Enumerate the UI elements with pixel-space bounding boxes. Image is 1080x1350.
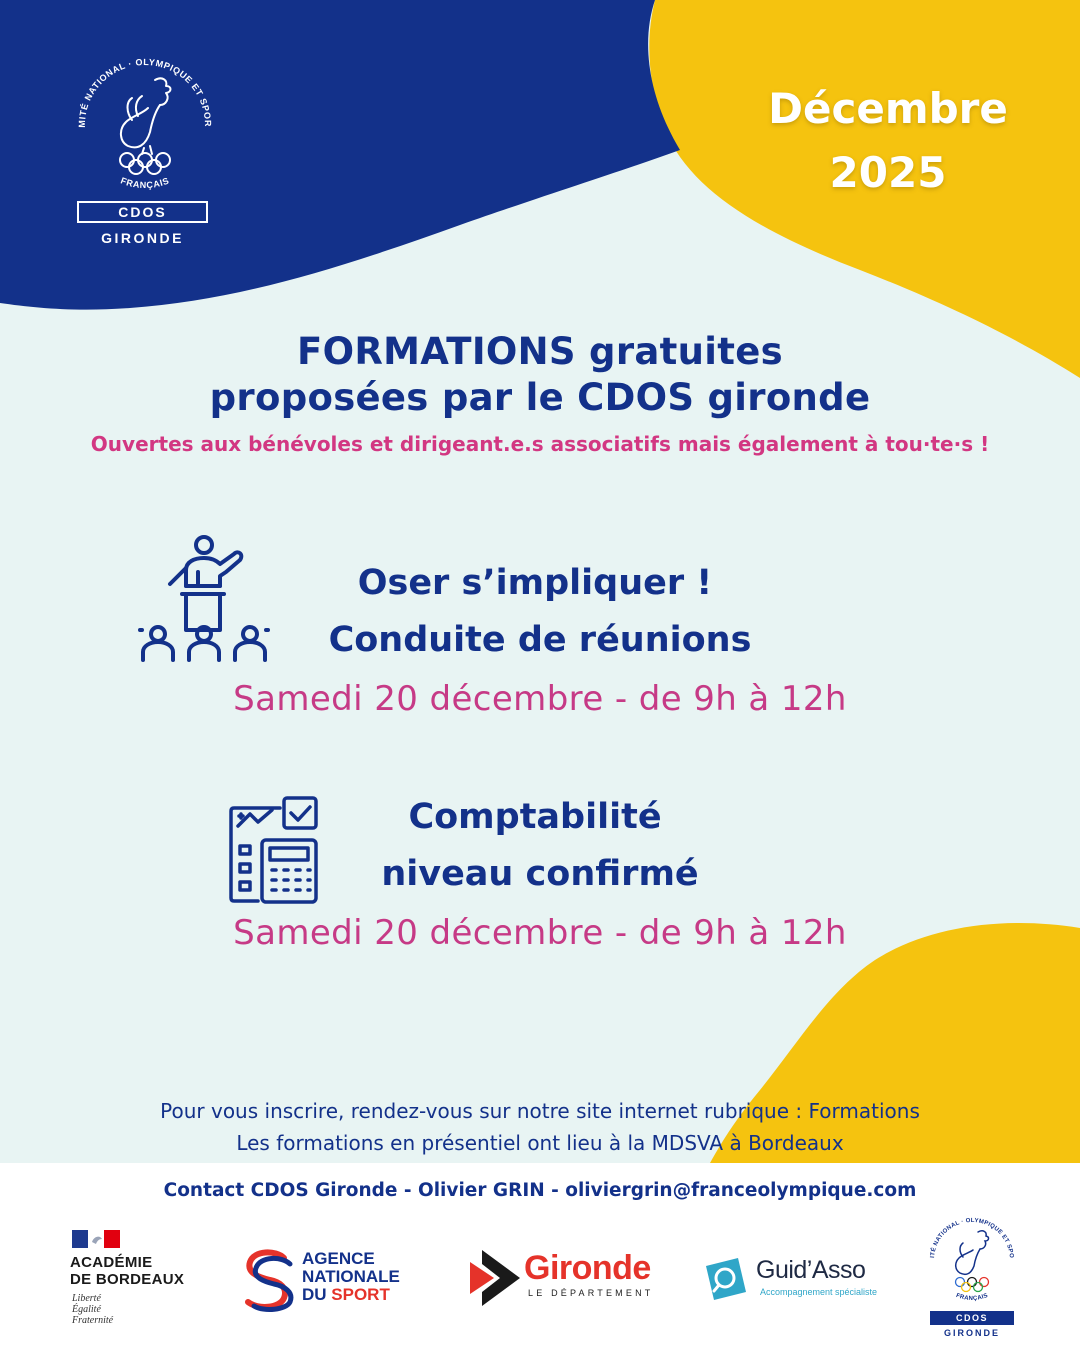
- motto-fraternite: Fraternité: [72, 1315, 114, 1326]
- guidasso-logo: [700, 1252, 890, 1308]
- ans-line3a: DU: [302, 1285, 332, 1304]
- registration-info: Pour vous inscrire, rendez-vous sur notre site internet rubrique : Formations: [160, 1099, 920, 1123]
- course-2-title-line2: niveau confirmé: [381, 854, 699, 894]
- academie-name-line1: ACADÉMIE: [70, 1254, 153, 1271]
- date-month: Décembre: [768, 84, 1008, 133]
- date-year: 2025: [829, 148, 947, 197]
- marianne-flag-icon: [72, 1230, 120, 1248]
- course-1-date: Samedi 20 décembre - de 9h à 12h: [233, 679, 847, 719]
- guidasso-name: Guid’Asso: [756, 1256, 866, 1284]
- magnifier-icon: [700, 1254, 750, 1304]
- academie-name-line2: DE BORDEAUX: [70, 1271, 185, 1288]
- cnosf-rooster-emblem-small: [924, 1212, 1020, 1308]
- page-title-line1: FORMATIONS gratuites: [297, 330, 783, 373]
- motto-egalite: Égalité: [72, 1304, 101, 1315]
- course-1-title-line2: Conduite de réunions: [328, 620, 752, 660]
- contact-line[interactable]: Contact CDOS Gironde - Olivier GRIN - oliviergrin@franceolympique.com: [163, 1180, 917, 1201]
- course-1-title-line1: Oser s’impliquer !: [357, 563, 713, 603]
- course-2-date: Samedi 20 décembre - de 9h à 12h: [233, 913, 847, 953]
- svg-text:FRANÇAIS: FRANÇAIS: [955, 1292, 989, 1303]
- ans-line3b: SPORT: [331, 1285, 390, 1304]
- ans-line2: NATIONALE: [302, 1267, 400, 1286]
- accounting-calculator-icon: [228, 796, 320, 904]
- gironde-name: Gironde: [524, 1249, 651, 1287]
- cdos-gironde-logo-small: [924, 1212, 1020, 1342]
- gironde-departement-logo: [466, 1248, 676, 1310]
- academie-bordeaux-logo: [70, 1230, 210, 1335]
- page-title-line2: proposées par le CDOS gironde: [209, 376, 871, 419]
- svg-text:FRANÇAIS: FRANÇAIS: [119, 175, 171, 191]
- agence-nationale-sport-logo: [240, 1248, 430, 1312]
- svg-text:COMITÉ NATIONAL · OLYMPIQUE ET: MITÉ NATIONAL · OLYMPIQUE ET SPOR: [76, 56, 214, 128]
- gironde-label: GIRONDE: [101, 230, 184, 246]
- cnosf-rooster-emblem: [70, 50, 220, 200]
- ans-line1: AGENCE: [302, 1249, 375, 1268]
- audience-subtitle: Ouvertes aux bénévoles et dirigeant.e.s associatifs mais également à tou·te·s !: [90, 432, 990, 456]
- cdos-gironde-logo: [70, 50, 220, 255]
- course-2-title-line1: Comptabilité: [408, 797, 662, 837]
- speaker-audience-icon: [138, 534, 270, 664]
- gironde-label-small: GIRONDE: [943, 1328, 1000, 1338]
- gironde-sub: LE DÉPARTEMENT: [528, 1288, 654, 1298]
- motto-liberte: Liberté: [72, 1293, 101, 1304]
- svg-text:COMITÉ NATIONAL · OLYMPIQUE ET: ITÉ NATIONAL · OLYMPIQUE ET SPO: [930, 1217, 1015, 1259]
- gironde-arrow-icon: [466, 1248, 522, 1308]
- location-info: Les formations en présentiel ont lieu à la MDSVA à Bordeaux: [236, 1131, 844, 1155]
- cdos-label-small: CDOS: [930, 1311, 1014, 1325]
- guidasso-sub: Accompagnement spécialiste: [760, 1287, 878, 1297]
- ans-s-icon: [240, 1248, 296, 1312]
- cdos-label: CDOS: [77, 201, 208, 223]
